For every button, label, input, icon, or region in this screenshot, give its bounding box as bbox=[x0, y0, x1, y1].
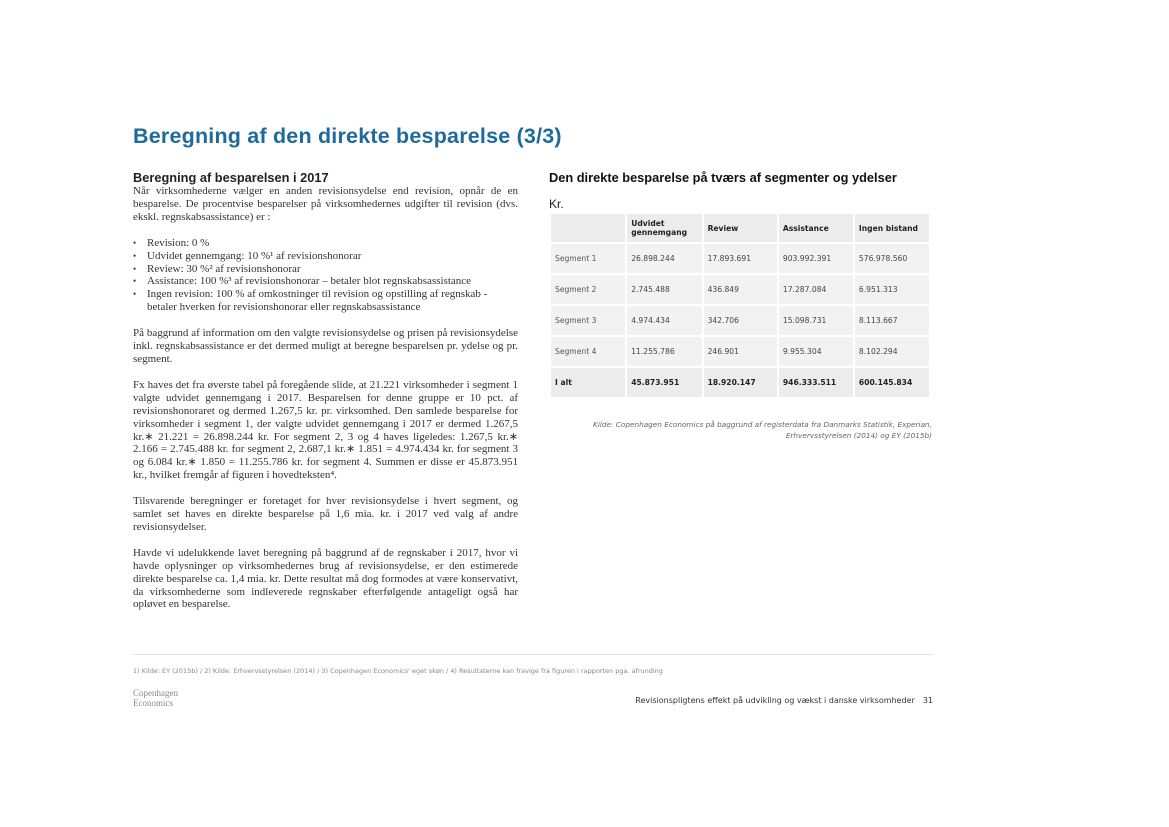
table-cell: 18.920.147 bbox=[704, 368, 777, 397]
logo-line: Economics bbox=[133, 698, 173, 708]
table-source: Kilde: Copenhagen Economics på baggrund af registerdata fra Danmarks Statistik, Experian, Erhvervsstyrelsen (2014) og EY (2015b) bbox=[593, 420, 932, 440]
table-cell: 17.893.691 bbox=[704, 244, 777, 273]
company-logo bbox=[133, 688, 178, 708]
table-cell: 26.898.244 bbox=[627, 244, 701, 273]
table-cell: 17.287.084 bbox=[779, 275, 853, 304]
paragraph-example: Fx haves det fra øverste tabel på foregående slide, at 21.221 virksomheder i segment 1 valgte udvidet gennemgang i 2017. Besparelsen for denne gruppe er 10 pct. af revisionshonoraret og dermed 1.267,5 kr. pr. virksomhed. Den samlede besparelse for virksomheder i segment 1, der valgte udvidet gennemgang i 2017 er dermed 1.267,5 kr.∗ 21.221 = 26.898.244 kr. For segment 2, 3 og 4 haves ligeledes: 1.267,5 kr.∗ 2.166 = 2.745.488 kr. for segment 2, 2.687,1 kr.∗ 1.851 = 4.974.434 kr. for segment 3 og 6.084 kr.∗ 1.850 = 11.255.786 kr. for segment 4. Summen er disse er 45.873.951 kr., hvilket fremgår af figuren i hovedteksten⁴. bbox=[133, 378, 518, 482]
list-item: • Revision: 0 % bbox=[133, 237, 518, 250]
logo-line: Copenhagen bbox=[133, 688, 178, 698]
list-item: • Udvidet gennemgang: 10 %¹ af revisionshonorar bbox=[133, 250, 518, 263]
row-label: Segment 4 bbox=[551, 337, 625, 366]
row-label: Segment 3 bbox=[551, 306, 625, 335]
page-title: Beregning af den direkte besparelse (3/3) bbox=[133, 124, 562, 148]
table-cell: 45.873.951 bbox=[627, 368, 701, 397]
table-row bbox=[551, 244, 929, 273]
table-header-row bbox=[551, 214, 929, 242]
table-cell: 946.333.511 bbox=[779, 368, 853, 397]
paragraph-conservative: Havde vi udelukkende lavet beregning på baggrund af de regnskaber i 2017, hvor vi havde oplysninger op virksomhedernes brug af revisionsydelse, er den estimerede direkte besparelse ca. 1,4 mia. kr. Dette resultat må dog formodes at være konservativt, da virksomhederne som indleverede regnskaber efterfølgende antageligt også har opløvet en besparelse. bbox=[133, 546, 518, 611]
list-item: • Ingen revision: 100 % af omkostninger til revision og opstilling af regnskab - betaler hverken for revisionshonorar eller regnskabsassistance bbox=[133, 288, 518, 314]
left-column bbox=[133, 170, 518, 611]
list-item: • Review: 30 %² af revisionshonorar bbox=[133, 263, 518, 276]
table-cell: 15.098.731 bbox=[779, 306, 853, 335]
table-total-row bbox=[551, 368, 929, 397]
footer-divider bbox=[133, 654, 933, 655]
page-footer bbox=[635, 696, 933, 705]
header-cell: Ingen bistand bbox=[855, 214, 929, 242]
table-cell: 6.951.313 bbox=[855, 275, 929, 304]
header-cell: Assistance bbox=[779, 214, 853, 242]
table-cell: 246.901 bbox=[704, 337, 777, 366]
table-cell: 4.974.434 bbox=[627, 306, 701, 335]
row-label: Segment 1 bbox=[551, 244, 625, 273]
table-unit: Kr. bbox=[549, 197, 564, 211]
table-cell: 8.102.294 bbox=[855, 337, 929, 366]
header-cell-blank bbox=[551, 214, 625, 242]
table-title: Den direkte besparelse på tværs af segmenter og ydelser bbox=[549, 170, 897, 185]
table-row bbox=[551, 306, 929, 335]
intro-paragraph: Når virksomhederne vælger en anden revisionsydelse end revision, opnår de en besparelse. De procentvise besparelser på virksomhedernes udgifter til revision (dvs. ekskl. regnskabsassistance) er : bbox=[133, 185, 518, 223]
table-cell: 8.113.667 bbox=[855, 306, 929, 335]
left-heading: Beregning af besparelsen i 2017 bbox=[133, 170, 329, 185]
table-cell: 342.706 bbox=[704, 306, 777, 335]
table-cell: 436.849 bbox=[704, 275, 777, 304]
table-cell: 600.145.834 bbox=[855, 368, 929, 397]
table-cell: 11.255.786 bbox=[627, 337, 701, 366]
paragraph-method: På baggrund af information om den valgte revisionsydelse og prisen på revisionsydelse inkl. regnskabsassistance er det dermed muligt at beregne besparelsen pr. ydelse og pr. segment. bbox=[133, 327, 518, 365]
table-cell: 903.992.391 bbox=[779, 244, 853, 273]
footnotes: 1) Kilde: EY (2015b) / 2) Kilde: Erhvervsstyrelsen (2014) / 3) Copenhagen Economics' eget skøn / 4) Resultaterne kan fravige fra figuren i rapporten pga. afrunding bbox=[133, 667, 663, 675]
table-cell: 2.745.488 bbox=[627, 275, 701, 304]
savings-list bbox=[133, 237, 518, 314]
paragraph-total: Tilsvarende beregninger er foretaget for hver revisionsydelse i hvert segment, og samlet set haves en direkte besparelse på 1,6 mia. kr. i 2017 ved valg af andre revisionsydelser. bbox=[133, 495, 518, 533]
savings-table bbox=[549, 212, 931, 399]
list-item: • Assistance: 100 %³ af revisionshonorar – betaler blot regnskabsassistance bbox=[133, 275, 518, 288]
header-cell: Udvidet gennemgang bbox=[627, 214, 701, 242]
table-cell: 9.955.304 bbox=[779, 337, 853, 366]
table-row bbox=[551, 275, 929, 304]
row-label: Segment 2 bbox=[551, 275, 625, 304]
row-label: I alt bbox=[551, 368, 625, 397]
header-cell: Review bbox=[704, 214, 777, 242]
table-row bbox=[551, 337, 929, 366]
page-number: 31 bbox=[922, 696, 933, 705]
table-cell: 576.978.560 bbox=[855, 244, 929, 273]
footer-text: Revisionspligtens effekt på udvikling og vækst i danske virksomheder bbox=[635, 696, 915, 705]
